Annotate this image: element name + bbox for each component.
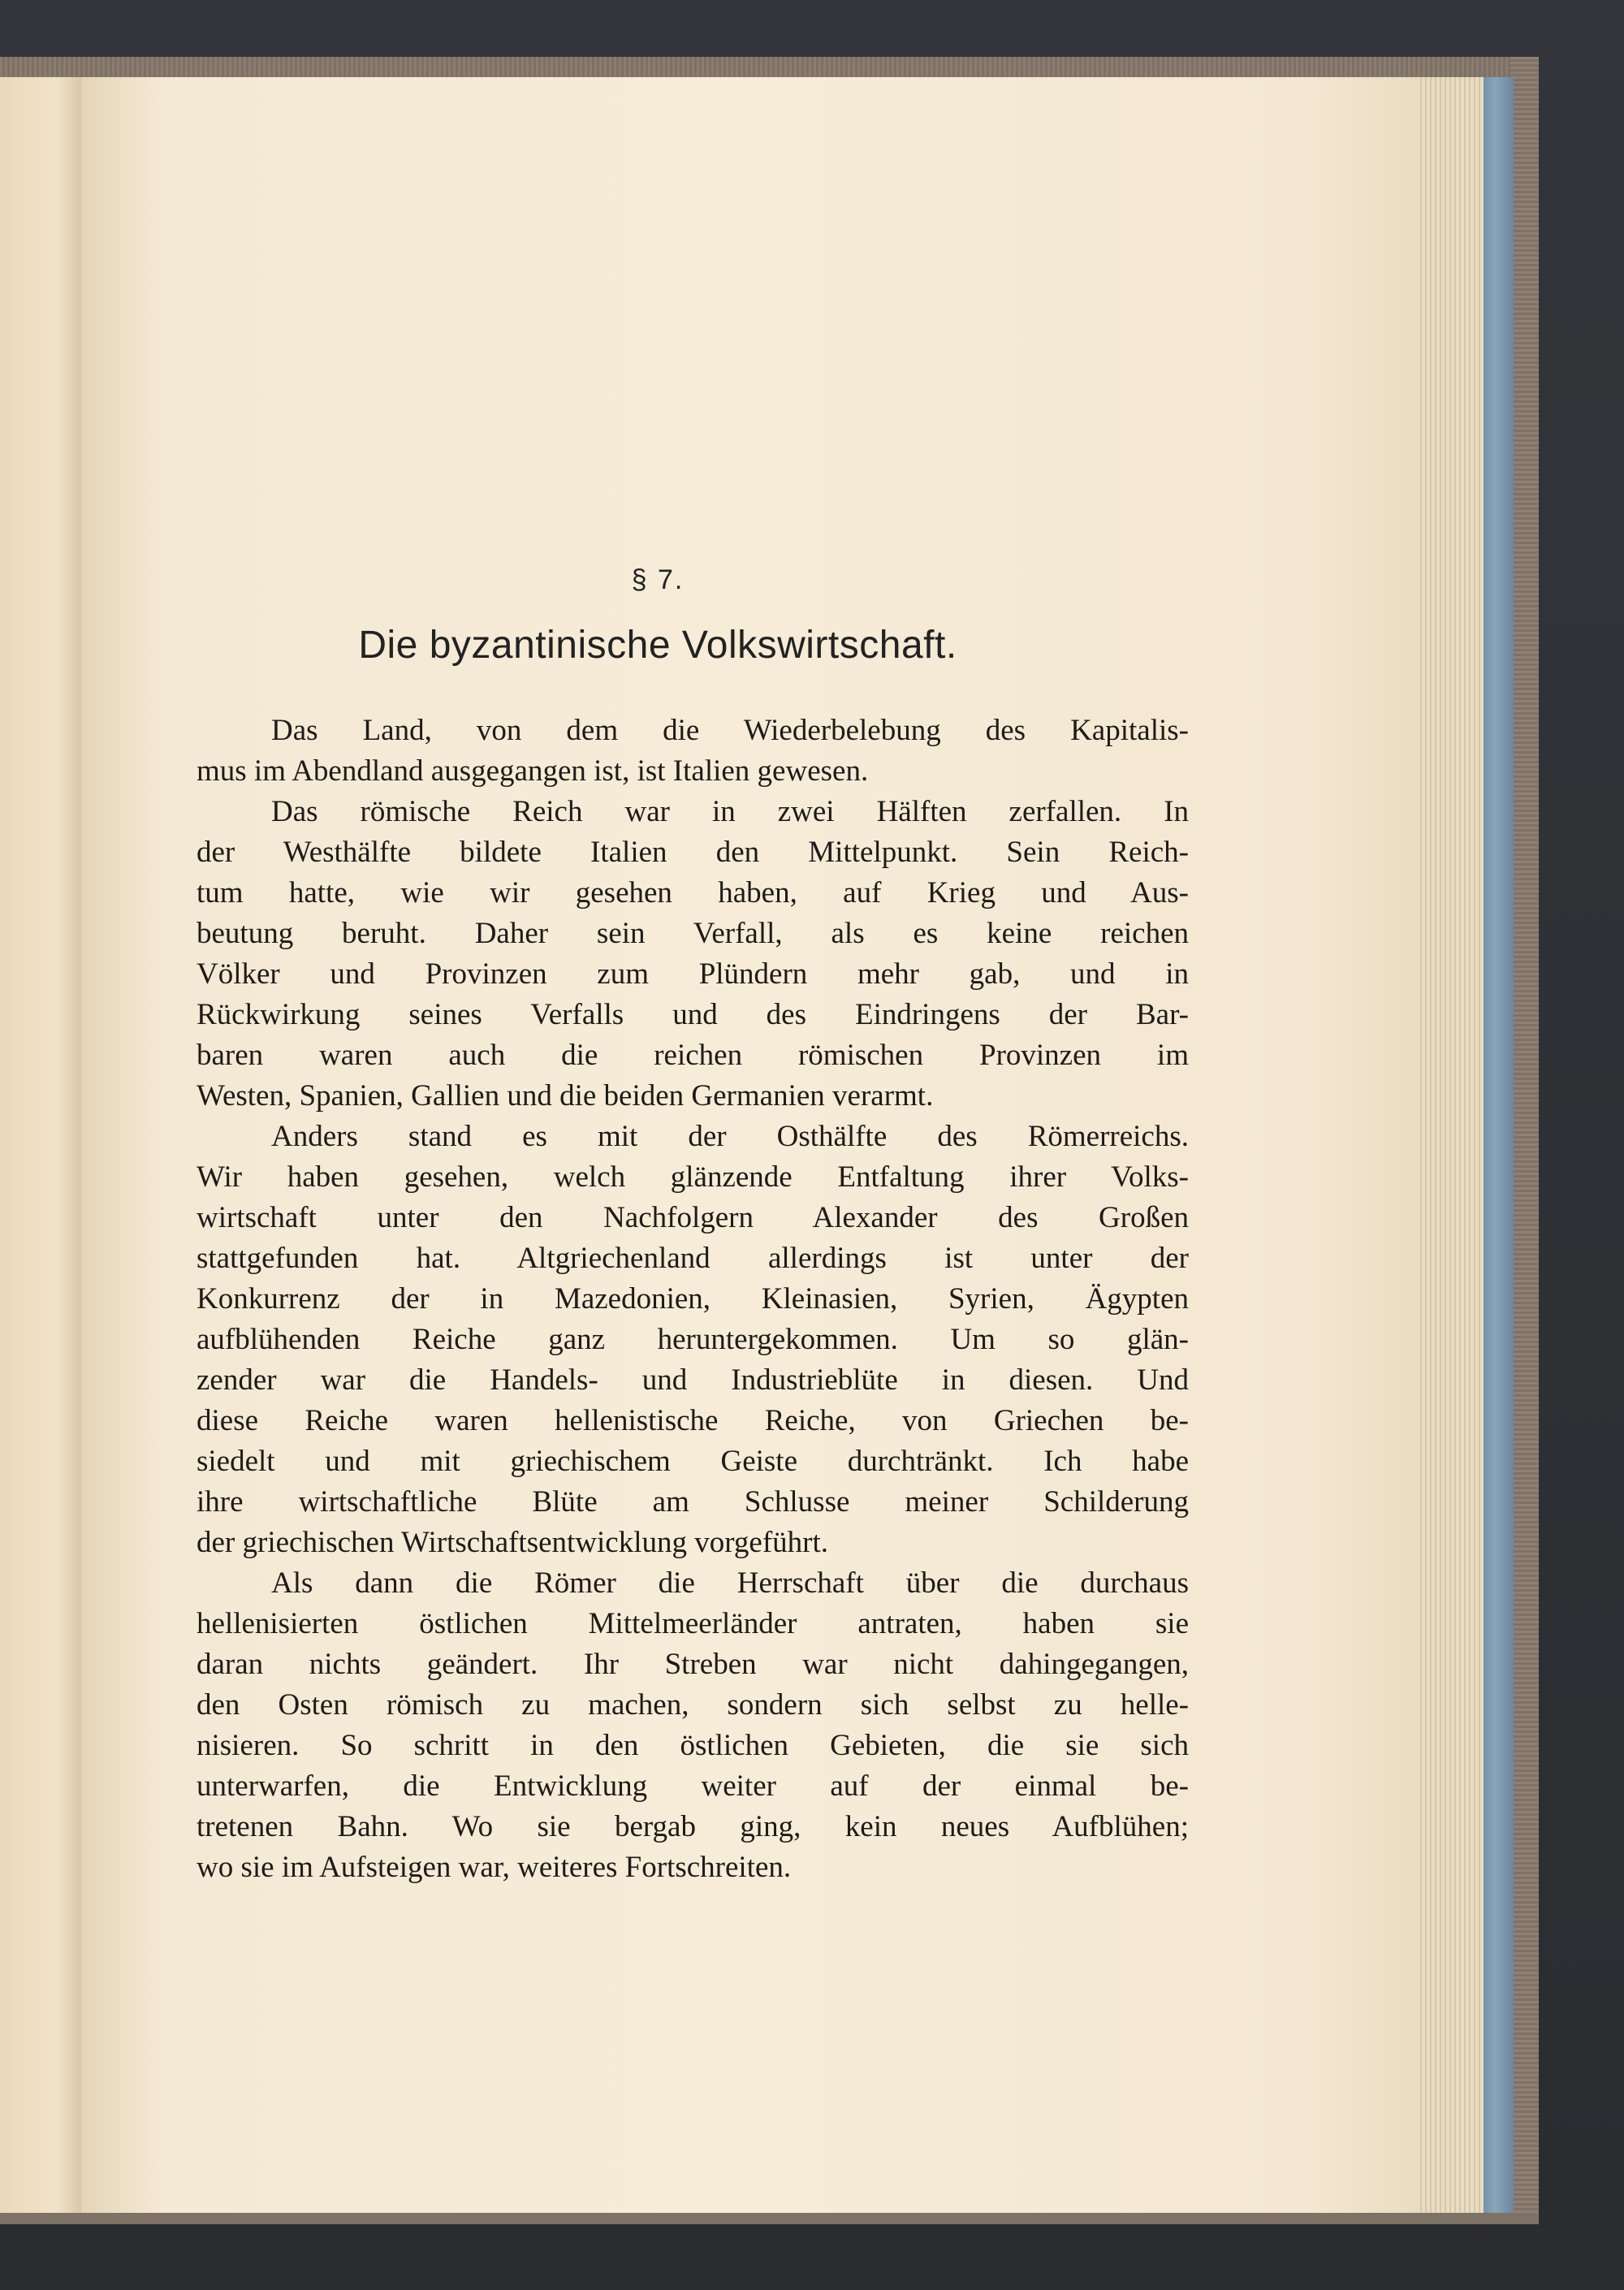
- text-line: Das Land, von dem die Wiederbelebung des Kapitalis-: [271, 714, 1189, 747]
- text-line: unterwarfen, die Entwicklung weiter auf der einmal be-: [197, 1769, 1189, 1803]
- text-line: diese Reiche waren hellenistische Reiche, von Griechen be-: [197, 1404, 1189, 1437]
- section-number: § 7.: [631, 564, 685, 595]
- text-line: den Osten römisch zu machen, sondern sich selbst zu helle-: [197, 1688, 1189, 1722]
- text-line: stattgefunden hat. Altgriechenland allerdings ist unter der: [197, 1242, 1189, 1275]
- text-line: zender war die Handels- und Industrieblüte in diesen. Und: [197, 1363, 1189, 1397]
- text-line: Völker und Provinzen zum Plündern mehr gab, und in: [197, 957, 1189, 991]
- page-stack-edge: [1417, 77, 1484, 2213]
- book-page: [81, 77, 1419, 2213]
- text-line: baren waren auch die reichen römischen Provinzen im: [197, 1039, 1189, 1072]
- text-line: aufblühenden Reiche ganz heruntergekommen. Um so glän-: [197, 1323, 1189, 1356]
- text-line: ihre wirtschaftliche Blüte am Schlusse meiner Schilderung: [197, 1485, 1189, 1519]
- text-line: Das römische Reich war in zwei Hälften zerfallen. In: [271, 795, 1189, 828]
- text-line: Wir haben gesehen, welch glänzende Entfaltung ihrer Volks-: [197, 1160, 1189, 1194]
- text-line: tum hatte, wie wir gesehen haben, auf Krieg und Aus-: [197, 876, 1189, 910]
- text-line: wirtschaft unter den Nachfolgern Alexander des Großen: [197, 1201, 1189, 1234]
- text-line: Rückwirkung seines Verfalls und des Eindringens der Bar-: [197, 998, 1189, 1031]
- text-line: tretenen Bahn. Wo sie bergab ging, kein neues Aufblühen;: [197, 1810, 1189, 1843]
- text-line: beutung beruht. Daher sein Verfall, als es keine reichen: [197, 917, 1189, 950]
- text-line: mus im Abendland ausgegangen ist, ist Italien gewesen.: [197, 754, 869, 788]
- text-line: der griechischen Wirtschaftsentwicklung vorgeführt.: [197, 1526, 829, 1559]
- text-line: Anders stand es mit der Osthälfte des Römerreichs.: [271, 1120, 1189, 1153]
- text-line: Westen, Spanien, Gallien und die beiden Germanien verarmt.: [197, 1079, 934, 1113]
- text-line: wo sie im Aufsteigen war, weiteres Fortschreiten.: [197, 1851, 792, 1884]
- text-line: daran nichts geändert. Ihr Streben war nicht dahingegangen,: [197, 1648, 1189, 1681]
- book-cover-bottom-edge: [0, 2213, 1539, 2224]
- text-line: nisieren. So schritt in den östlichen Gebieten, die sie sich: [197, 1729, 1189, 1762]
- text-line: Konkurrenz der in Mazedonien, Kleinasien, Syrien, Ägypten: [197, 1282, 1189, 1316]
- chapter-heading: Die byzantinische Volkswirtschaft.: [358, 624, 957, 667]
- left-page-margin: [0, 77, 81, 2213]
- body-text: [197, 711, 1189, 1888]
- book-spine-edge: [1479, 77, 1514, 2213]
- text-line: siedelt und mit griechischem Geiste durchtränkt. Ich habe: [197, 1445, 1189, 1478]
- book-cover-right-edge: [1510, 57, 1539, 2217]
- text-line: hellenisierten östlichen Mittelmeerländer antraten, haben sie: [197, 1607, 1189, 1640]
- text-line: der Westhälfte bildete Italien den Mittelpunkt. Sein Reich-: [197, 836, 1189, 869]
- text-line: Als dann die Römer die Herrschaft über die durchaus: [271, 1566, 1189, 1600]
